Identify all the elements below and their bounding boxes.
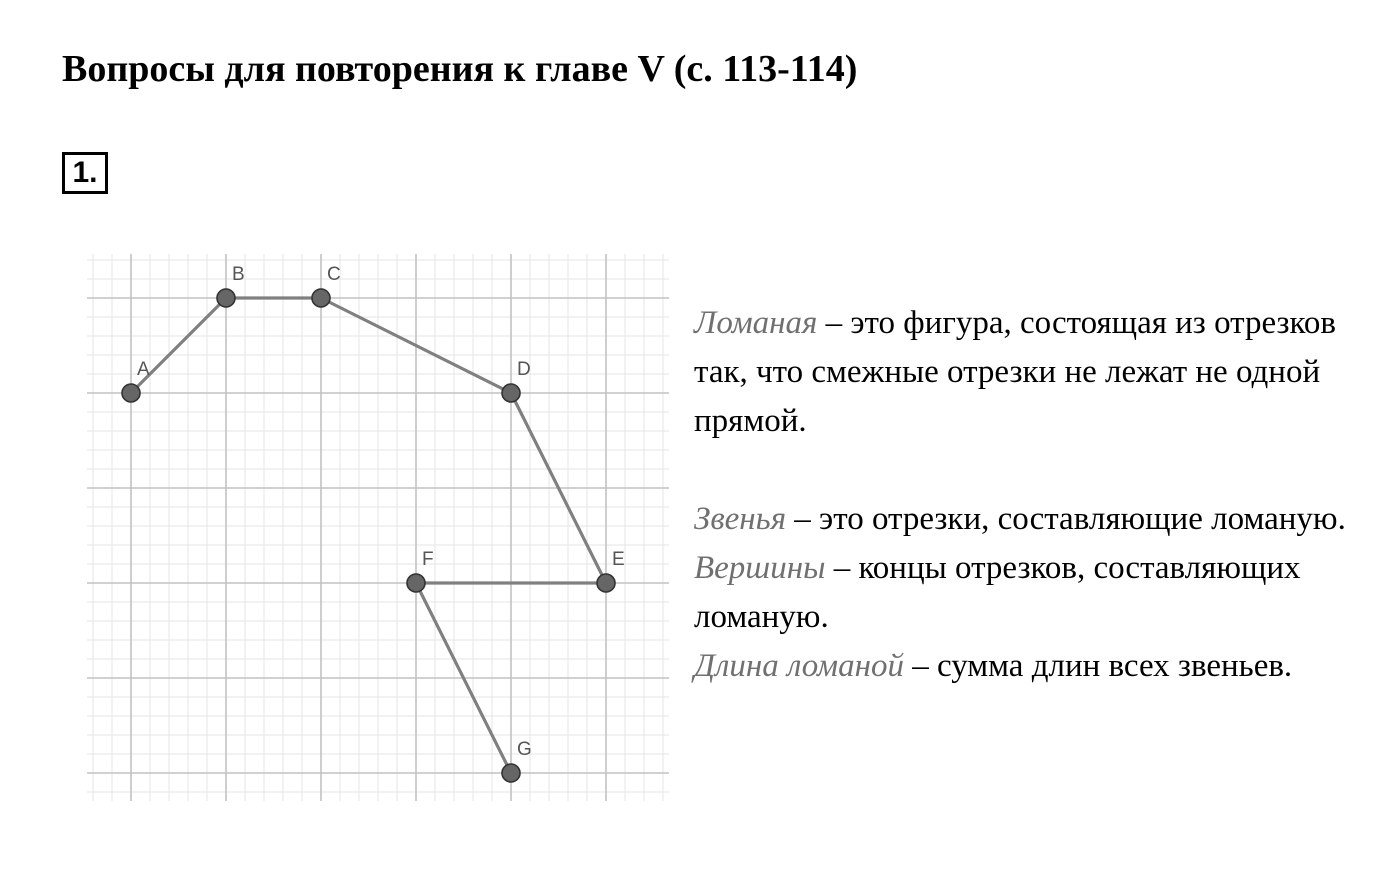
vertex-labels: [137, 264, 625, 760]
vertex-e: [597, 574, 615, 592]
definition-vertices: [694, 544, 1394, 642]
vertex-label-e: E: [612, 549, 625, 570]
definition-length: [694, 642, 1394, 691]
paragraph-gap: [694, 446, 1394, 495]
vertex-g: [502, 764, 520, 782]
polyline-segments: [131, 298, 606, 773]
vertex-label-a: A: [137, 359, 150, 380]
polyline-vertices: [122, 289, 615, 782]
definition-text: – сумма длин всех звеньев.: [903, 648, 1293, 684]
page-title: Вопросы для повторения к главе V (с. 113-114): [62, 48, 858, 90]
definitions-block: [694, 299, 1394, 691]
definition-term: Звенья: [694, 501, 787, 537]
definition-text: – это фигура, состоящая из отрезков так, что смежные отрезки не лежат не одной прямой.: [694, 305, 1336, 439]
definition-term: Вершины: [694, 550, 826, 586]
vertex-c: [312, 289, 330, 307]
vertex-b: [217, 289, 235, 307]
definition-text: – это отрезки, составляющие ломаную.: [786, 501, 1346, 537]
vertex-a: [122, 384, 140, 402]
task-number-badge: 1.: [62, 152, 108, 194]
definition-links: [694, 495, 1394, 544]
vertex-d: [502, 384, 520, 402]
grid-minor-lines: [87, 254, 669, 801]
vertex-label-d: D: [517, 359, 531, 380]
vertex-label-f: F: [422, 549, 434, 570]
definition-text: – концы отрезков, составляющих ломаную.: [694, 550, 1301, 635]
polyline-figure: [83, 250, 673, 805]
vertex-label-g: G: [517, 739, 532, 760]
definition-term: Длина ломаной: [694, 648, 904, 684]
definition-term: Ломаная: [694, 305, 818, 341]
vertex-f: [407, 574, 425, 592]
vertex-label-c: C: [327, 264, 341, 285]
vertex-label-b: B: [232, 264, 245, 285]
definition-polyline: [694, 299, 1394, 446]
